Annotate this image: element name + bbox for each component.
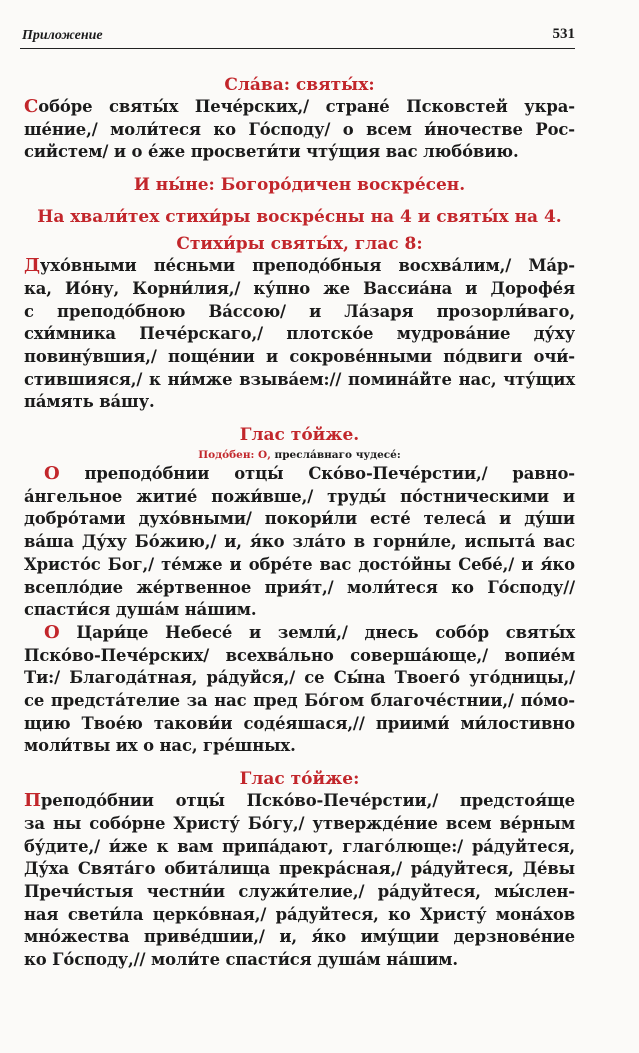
- text-line: О Цари́це Небесе́ и земли́,/ днесь собо́р святы́х: [44, 621, 575, 643]
- text-line: ко Го́споду,// моли́те спасти́ся душа́м на́шим.: [24, 950, 459, 970]
- heading-na-hvalitekh: На хвали́тех стихи́ры воскре́сны на 4 и святы́х на 4.: [37, 207, 562, 228]
- heading-glas-2: Глас то́йже:: [239, 769, 360, 790]
- text-line: стившияся,/ к ни́мже взыва́ем:// помина́йте нас, чту́щих: [24, 369, 575, 389]
- header-title: Приложение: [22, 28, 103, 43]
- podoben-line: [24, 448, 575, 462]
- text-line: добро́тами духо́вными/ покори́ли есте́ телеса́ и ду́ши: [24, 509, 575, 529]
- text-line: па́мять ва́шу.: [24, 392, 155, 412]
- text-line: Христо́с Бог,/ те́мже и обре́те вас досто́йны Себе́,/ и я́ко: [24, 554, 575, 574]
- text-line: Духо́вными пе́сньми преподо́бныя восхва́лим,/ Ма́р-: [24, 255, 575, 277]
- text-line: за ны собо́рне Христу́ Бо́гу,/ утвержде́ние всем ве́рным: [24, 813, 575, 833]
- initial-letter: С: [24, 96, 39, 117]
- paragraph-stikhira-2-cont: [24, 486, 575, 622]
- paragraph-slava: [24, 96, 575, 164]
- page-content: [24, 74, 575, 972]
- text-line: с преподо́бною Ва́ссою/ и Ла́заря прозорли́ваго,: [24, 301, 575, 321]
- text-line: Ти:/ Благода́тная, ра́дуйся,/ се Сы́на Твоего́ уго́дницы,/: [24, 668, 575, 688]
- text-line: мно́жества приве́дшии,/ и, я́ко иму́щии дерзнове́ние: [24, 927, 575, 947]
- text-line: ка, Ио́ну, Корни́лия,/ ку́пно же Вассиа́на и Дорофе́я: [24, 278, 575, 298]
- text-line: Пречи́стыя честни́и служи́телие,/ ра́дуйтеся, мы́слен-: [24, 881, 575, 901]
- initial-letter: П: [24, 790, 41, 812]
- paragraph-stikhira-1: [24, 255, 575, 414]
- initial-letter: Д: [24, 255, 40, 277]
- text-line: щию Твое́ю такови́и соде́яшася,// приими́ ми́лостивно: [24, 713, 575, 733]
- heading-stikhiry: Стихи́ры святы́х, глас 8:: [176, 234, 423, 255]
- text-line: бу́дите,/ и́же к вам припа́дают, глаго́люще:/ ра́дуйтеся,: [24, 836, 575, 856]
- text-line: схи́мника Пече́рскаго,/ плотско́е мудрова́ние ду́ху: [24, 324, 575, 344]
- paragraph-stikhira-2: [24, 463, 575, 486]
- initial-letter: О: [44, 621, 60, 643]
- heading-i-nyne: И ны́не: Богоро́дичен воскре́сен.: [133, 175, 466, 196]
- paragraph-stikhira-4: [24, 790, 575, 972]
- text-line: Преподо́бнии отцы́ Пско́во-Пече́рстии,/ предстоя́ще: [24, 790, 575, 812]
- podoben-text: пресла́внаго чудесе́:: [270, 449, 401, 462]
- text-line: повину́вшия,/ поще́нии и сокрове́нными по́двиги очи́-: [24, 346, 575, 366]
- text-line: сийстем/ и о е́же просвети́ти чту́щия вас любо́вию.: [24, 142, 519, 162]
- text-line: всепло́дие же́ртвенное прия́т,/ моли́теся ко Го́споду//: [24, 577, 575, 597]
- text-line: Пско́во-Пече́рских/ всехва́льно соверша́юще,/ вопие́м: [24, 645, 575, 665]
- heading-slava: Сла́ва: святы́х:: [224, 75, 375, 95]
- text-line: а́нгельное житие́ пожи́вше,/ труды́ по́стническими и: [24, 486, 575, 506]
- text-line: ная свети́ла церко́вная,/ ра́дуйтеся, ко Христу́ мона́хов: [24, 904, 575, 924]
- text-line: спасти́ся душа́м на́шим.: [24, 600, 257, 620]
- paragraph-stikhira-3-cont: [24, 645, 575, 759]
- page-number: 531: [552, 26, 575, 42]
- running-header: [20, 22, 575, 49]
- text-line: се предста́телие за нас пред Бо́гом благоче́стнии,/ по́мо-: [24, 691, 575, 711]
- text-line: моли́твы их о нас, гре́шных.: [24, 736, 296, 756]
- text-line: О преподо́бнии отцы́ Ско́во-Пече́рстии,/ равно-: [44, 463, 575, 485]
- text-line: ше́ние,/ моли́теся ко Го́споду/ о всем и́ночестве Рос-: [24, 119, 575, 139]
- text-line: Собо́ре святы́х Пече́рских,/ стране́ Псковстей укра-: [24, 96, 575, 117]
- heading-glas-1: Глас то́йже.: [239, 425, 360, 446]
- paragraph-stikhira-3: [24, 622, 575, 645]
- initial-letter: О: [44, 463, 60, 485]
- podoben-label: Подо́бен: О,: [198, 449, 271, 462]
- text-line: ва́ша Ду́ху Бо́жию,/ и, я́ко зла́то в горни́ле, испыта́ вас: [24, 532, 575, 552]
- text-line: Ду́ха Свята́го обита́лища прекра́сная,/ ра́дуйтеся, Де́вы: [24, 859, 575, 879]
